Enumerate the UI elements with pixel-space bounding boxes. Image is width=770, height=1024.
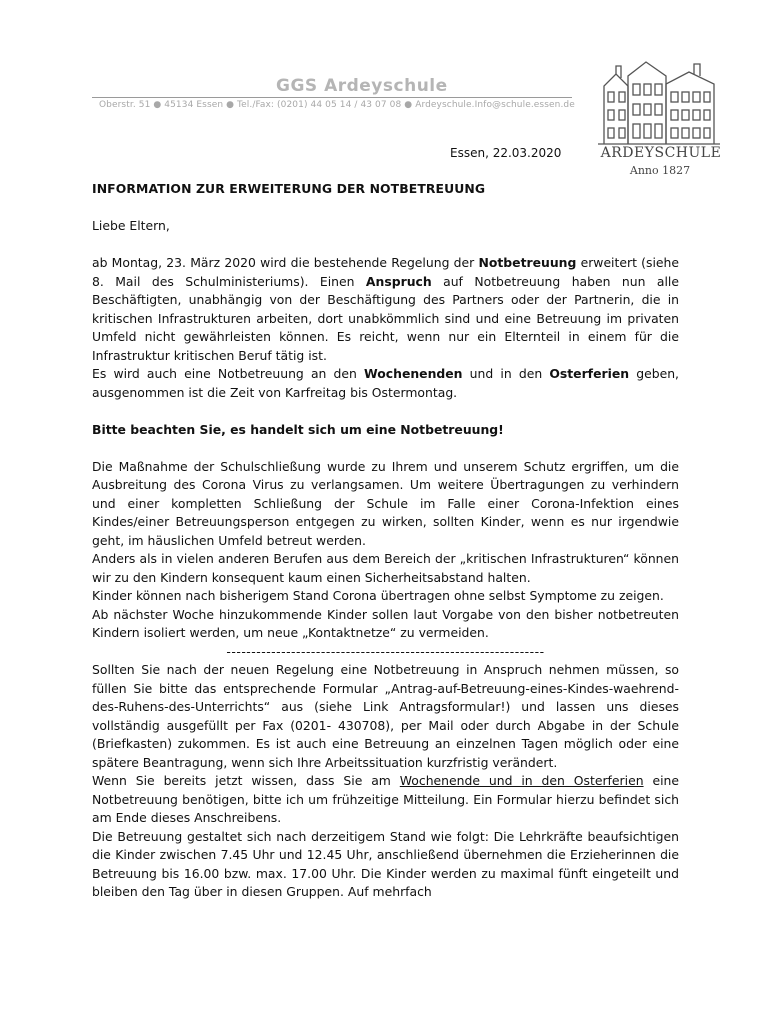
school-name: GGS Ardeyschule xyxy=(276,76,448,96)
underlined-weekend-holidays: Wochenende und in den Osterferien xyxy=(399,773,644,788)
letter-date: Essen, 22.03.2020 xyxy=(450,146,562,160)
paragraph-weekends: Es wird auch eine Notbetreuung an den Wochenenden und in den Osterferien geben, ausgenommen ist die Zeit von Karfreitag bis Ostermontag. xyxy=(92,366,679,400)
school-address: Oberstr. 51 ● 45134 Essen ● Tel./Fax: (0201) 44 05 14 / 43 07 08 ● Ardeyschule.Info@schule.essen.de xyxy=(99,100,575,110)
notice-heading: Bitte beachten Sie, es handelt sich um eine Notbetreuung! xyxy=(92,421,504,437)
paragraph-application: Sollten Sie nach der neuen Regelung eine Notbetreuung in Anspruch nehmen müssen, so füllen Sie bitte das entsprechende Formular „Antrag-auf-Betreuung-eines-Kindes-waehrend-des-Ruhens-des-Unterrichts“ aus (siehe Link Antragsformular!) und lassen uns dieses vollständig ausgefüllt per Fax (0201- 430708), per Mail oder durch Abgabe in der Schule (Briefkasten) zukommen. Es ist auch eine Betreuung an einzelnen Tagen möglich oder eine spätere Beantragung, wenn sich Ihre Arbeitssituation kurzfristig verändert. xyxy=(92,662,679,770)
header-divider xyxy=(92,97,572,98)
letter-body xyxy=(92,180,679,902)
emphasis-anspruch: Anspruch xyxy=(365,273,432,289)
paragraph-isolation: Ab nächster Woche hinzukommende Kinder sollen laut Vorgabe von den bisher notbetreuten Kindern isoliert werden, um neue „Kontaktnetze“ zu vermeiden. xyxy=(92,606,679,640)
paragraph-schedule: Die Betreuung gestaltet sich nach derzeitigem Stand wie folgt: Die Lehrkräfte beaufsichtigen die Kinder zwischen 7.45 Uhr und 12.45 Uhr, anschließend übernehmen die Erzieherinnen die Betreuung bis 16.00 bzw. max. 17.00 Uhr. Die Kinder werden zu maximal fünft eingeteilt und bleiben den Tag über in diesen Gruppen. Auf mehrfach xyxy=(92,828,679,899)
paragraph-weekend-notice: Wenn Sie bereits jetzt wissen, dass Sie am Wochenende und in den Osterferien eine Notbetreuung benötigen, bitte ich um frühzeitige Mitteilung. Ein Formular hierzu befindet sich am Ende dieses Anschreibens. xyxy=(92,773,679,825)
emphasis-notbetreuung: Notbetreuung xyxy=(478,255,577,270)
logo-caption: ARDEYSCHULE xyxy=(600,145,722,161)
paragraph-symptoms: Kinder können nach bisherigem Stand Corona übertragen ohne selbst Symptome zu zeigen. xyxy=(92,588,664,603)
greeting: Liebe Eltern, xyxy=(92,218,170,233)
emphasis-osterferien: Osterferien xyxy=(549,366,630,381)
letter-title: INFORMATION ZUR ERWEITERUNG DER NOTBETREUUNG xyxy=(92,181,486,196)
emphasis-wochenenden: Wochenenden xyxy=(364,366,463,381)
paragraph-distance: Anders als in vielen anderen Berufen aus dem Bereich der „kritischen Infrastrukturen“ können wir zu den Kindern konsequent kaum einen Sicherheitsabstand halten. xyxy=(92,551,679,585)
logo-year: Anno 1827 xyxy=(629,164,691,177)
paragraph-closure: Die Maßnahme der Schulschließung wurde zu Ihrem und unserem Schutz ergriffen, um die Ausbreitung des Corona Virus zu verlangsamen. Um weitere Übertragungen zu verhindern und einer kompletten Schließung der Schule im Falle einer Corona-Infektion eines Kindes/einer Betreuungsperson entgegen zu wirken, sollten Kinder, wenn es nur irgendwie geht, im häuslichen Umfeld betreut werden. xyxy=(92,458,679,548)
separator-line: ---------------------------------------------------------------- xyxy=(226,643,545,659)
paragraph-extension: ab Montag, 23. März 2020 wird die bestehende Regelung der Notbetreuung erweitert (siehe 8. Mail des Schulministeriums). Einen Anspruch auf Notbetreuung haben nun alle Beschäftigten, unabhängig von der Beschäftigung des Partners oder der Partnerin, die in kritischen Infrastrukturen arbeiten, dort unabkömmlich sind und eine Betreuung im privaten Umfeld nicht gewährleisten können. Es reicht, wenn nur ein Elternteil in einem für die Infrastruktur kritischen Beruf tätig ist. xyxy=(92,255,679,363)
